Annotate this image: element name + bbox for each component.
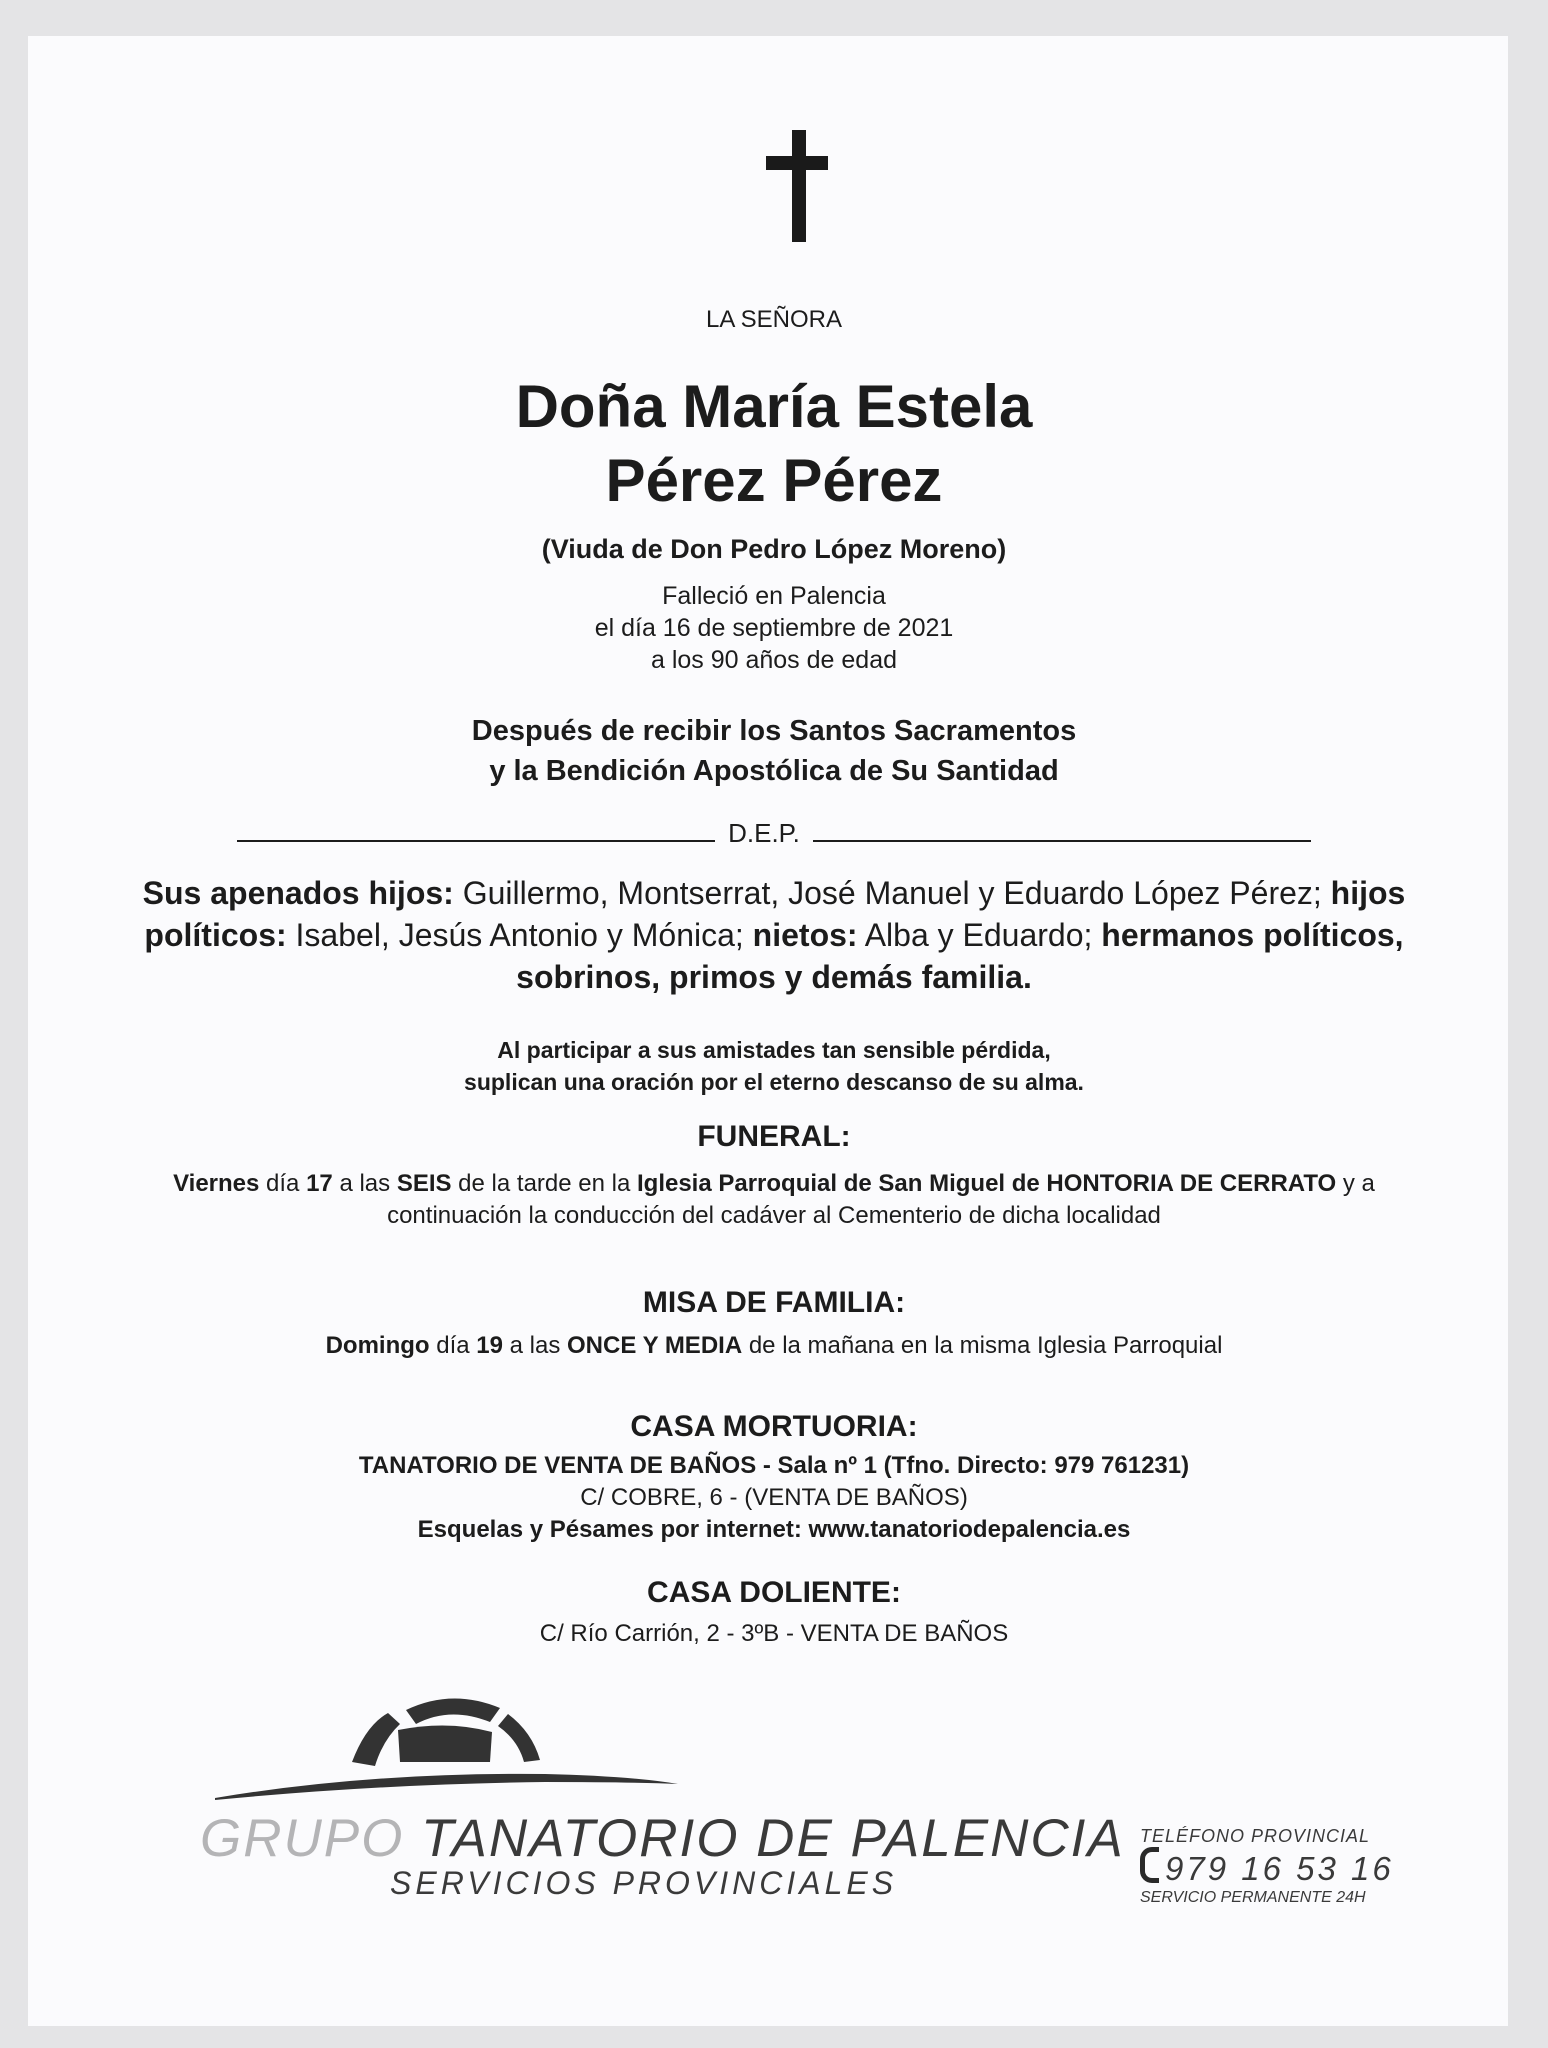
footer-contact: [1140, 1826, 1400, 1907]
phone-icon: [1140, 1847, 1159, 1883]
mourning-house-heading: CASA DOLIENTE:: [647, 1576, 901, 1609]
funeral-text: y a continuación la conducción del cadáver al Cementerio de dicha localidad: [387, 1170, 1375, 1229]
footer-brand: [200, 1808, 1125, 1902]
honorific-label: LA SEÑORA: [705, 306, 843, 333]
mortuary-address: C/ COBRE, 6 - (VENTA DE BAÑOS): [580, 1484, 968, 1511]
divider-line-right: [813, 838, 1311, 842]
mass-text: de la mañana en la misma Iglesia Parroquial: [742, 1332, 1223, 1359]
tanatorio-logo-icon: [210, 1680, 680, 1810]
funeral-date: 17: [306, 1170, 333, 1197]
grandchildren-names: Alba y Eduardo;: [857, 917, 1093, 953]
sacraments-line1: Después de recibir los Santos Sacramentos: [471, 715, 1077, 747]
death-age: a los 90 años de edad: [650, 646, 898, 674]
phone-label: TELÉFONO PROVINCIAL: [1140, 1826, 1371, 1846]
request-line2: suplican una oración por el eterno descanso de su alma.: [464, 1069, 1084, 1095]
mass-time: ONCE Y MEDIA: [567, 1332, 743, 1359]
brand-name: TANATORIO DE PALENCIA: [421, 1809, 1125, 1868]
divider-line-left: [237, 838, 715, 842]
death-date: el día 16 de septiembre de 2021: [594, 614, 954, 642]
provincial-phone: 979 16 53 16: [1165, 1850, 1394, 1887]
death-place: Falleció en Palencia: [662, 582, 886, 610]
sacraments-line2: y la Bendición Apostólica de Su Santidad: [489, 755, 1059, 787]
mourning-house-address: C/ Río Carrión, 2 - 3ºB - VENTA DE BAÑOS: [539, 1620, 1009, 1647]
children-names: Guillermo, Montserrat, José Manuel y Eduardo López Pérez;: [453, 875, 1322, 911]
funeral-text: día: [259, 1170, 307, 1197]
mortuary-venue: TANATORIO DE VENTA DE BAÑOS - Sala nº 1 (Tfno. Directo: 979 761231): [358, 1452, 1190, 1479]
mass-day: Domingo: [325, 1332, 430, 1359]
other-relatives: hermanos políticos, sobrinos, primos y demás familia.: [516, 917, 1404, 995]
family-mass-heading: MISA DE FAMILIA:: [642, 1286, 906, 1319]
funeral-church: Iglesia Parroquial de San Miguel de HONTORIA DE CERRATO: [636, 1170, 1337, 1197]
rip-label: D.E.P.: [728, 818, 800, 848]
family-paragraph: [130, 872, 1418, 998]
service-hours: SERVICIO PERMANENTE 24H: [1140, 1889, 1366, 1906]
inlaws-names: Isabel, Jesús Antonio y Mónica;: [286, 917, 744, 953]
mass-text: a las: [502, 1332, 567, 1359]
cross-icon: [766, 130, 828, 242]
deceased-name-line2: Pérez Pérez: [605, 447, 943, 514]
funeral-text: de la tarde en la: [451, 1170, 637, 1197]
inlaws-label: hijos políticos:: [144, 875, 1406, 953]
request-line1: Al participar a sus amistades tan sensible pérdida,: [497, 1037, 1051, 1063]
mortuary-website: Esquelas y Pésames por internet: www.tanatoriodepalencia.es: [417, 1516, 1131, 1543]
rip-divider: [0, 818, 1548, 849]
mass-text: día: [429, 1332, 477, 1359]
brand-subtitle: SERVICIOS PROVINCIALES: [390, 1865, 898, 1901]
funeral-details: [150, 1168, 1398, 1232]
grandchildren-label: nietos:: [752, 917, 858, 953]
mortuary-heading: CASA MORTUORIA:: [630, 1410, 918, 1443]
funeral-text: a las: [332, 1170, 397, 1197]
funeral-day: Viernes: [173, 1170, 260, 1197]
widow-note: (Viuda de Don Pedro López Moreno): [541, 534, 1007, 564]
brand-grupo: GRUPO: [200, 1809, 405, 1868]
funeral-time: SEIS: [396, 1170, 452, 1197]
mass-date: 19: [476, 1332, 503, 1359]
children-label: Sus apenados hijos:: [142, 875, 454, 911]
family-mass-details: [0, 1330, 1548, 1362]
deceased-name-line1: Doña María Estela: [515, 373, 1033, 440]
funeral-heading: FUNERAL:: [697, 1120, 851, 1153]
